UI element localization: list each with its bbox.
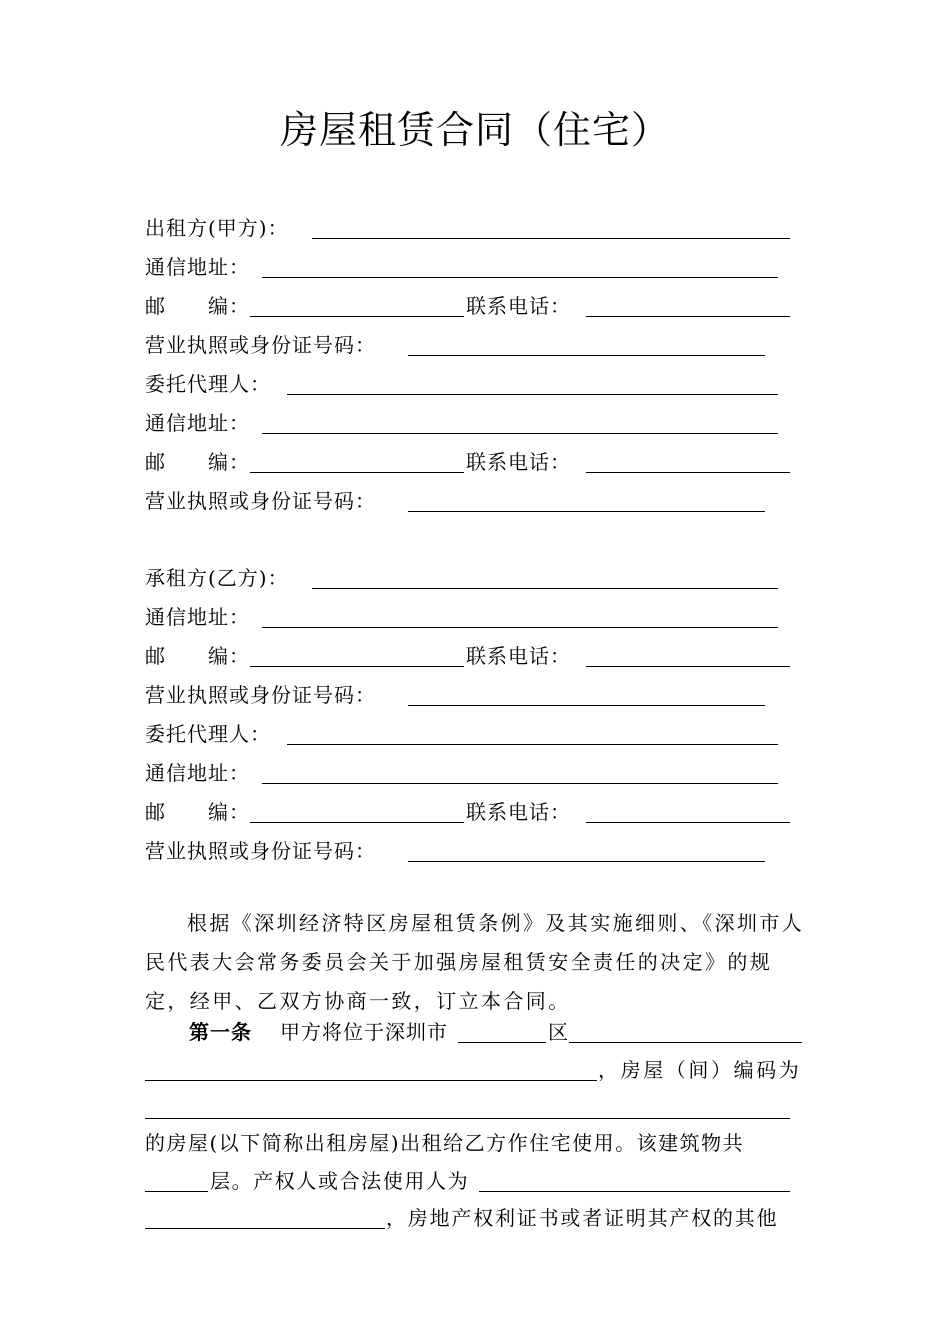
lessee-agent-id-field[interactable] [408, 861, 765, 862]
lessee-party-label: 承租方(乙方)： [145, 566, 289, 590]
lessor-agent-phone-label: 联系电话： [466, 450, 571, 474]
preamble-paragraph: 根据《深圳经济特区房屋租赁条例》及其实施细则、《深圳市人民代表大会常务委员会关于加强房屋租赁安全责任的决定》的规定，经甲、乙双方协商一致，订立本合同。 [145, 911, 805, 1013]
address-field[interactable] [145, 1080, 597, 1081]
lessee-agent-address-field[interactable] [262, 783, 778, 784]
article1-cert-text: ，房地产权利证书或者证明其产权的其他 [386, 1206, 779, 1230]
lessee-party-field[interactable] [312, 588, 778, 589]
lessee-agent-label: 委托代理人： [145, 722, 271, 746]
article1-code-text: ，房屋（间）编码为 [598, 1058, 802, 1082]
room-code-field[interactable] [145, 1118, 790, 1119]
lessor-agent-label: 委托代理人： [145, 372, 271, 396]
lessor-phone-label: 联系电话： [466, 294, 571, 318]
lessee-address-label: 通信地址： [145, 605, 250, 629]
lessee-agent-address-label: 通信地址： [145, 761, 250, 785]
lessor-agent-id-label: 营业执照或身份证号码： [145, 489, 376, 513]
article1-city-text: 甲方将位于深圳市 [280, 1020, 448, 1044]
lessee-agent-postcode-field[interactable] [250, 822, 464, 823]
lessor-agent-address-label: 通信地址： [145, 411, 250, 435]
lessor-postcode-label: 邮 编： [145, 294, 250, 318]
lessee-address-field[interactable] [262, 627, 778, 628]
lessee-agent-phone-field[interactable] [586, 822, 790, 823]
article1-heading: 第一条 [189, 1020, 252, 1044]
lessee-agent-phone-label: 联系电话： [466, 800, 571, 824]
page-title: 房屋租赁合同（住宅） [279, 108, 670, 152]
lessor-id-label: 营业执照或身份证号码： [145, 333, 376, 357]
lessee-postcode-label: 邮 编： [145, 644, 250, 668]
lessor-id-field[interactable] [408, 355, 765, 356]
owner-field-continued[interactable] [145, 1228, 385, 1229]
lessee-agent-id-label: 营业执照或身份证号码： [145, 839, 376, 863]
owner-field[interactable] [479, 1191, 790, 1192]
lessor-agent-address-field[interactable] [262, 433, 778, 434]
article1-usage-text: 的房屋(以下简称出租房屋)出租给乙方作住宅使用。该建筑物共 [145, 1131, 745, 1155]
lessor-agent-id-field[interactable] [408, 511, 765, 512]
article1-floors-text: 层。产权人或合法使用人为 [210, 1169, 470, 1193]
lessor-agent-phone-field[interactable] [586, 472, 790, 473]
lessor-party-label: 出租方(甲方)： [145, 216, 289, 240]
lessor-address-field[interactable] [262, 277, 778, 278]
lessor-postcode-field[interactable] [250, 316, 464, 317]
lessee-postcode-field[interactable] [250, 666, 464, 667]
lessor-party-field[interactable] [312, 238, 790, 239]
lessee-id-field[interactable] [408, 705, 765, 706]
floors-field[interactable] [145, 1191, 208, 1192]
article1-district-text: 区 [548, 1020, 569, 1044]
lessor-phone-field[interactable] [586, 316, 790, 317]
lessor-address-label: 通信地址： [145, 255, 250, 279]
lessee-agent-postcode-label: 邮 编： [145, 800, 250, 824]
city-field[interactable] [458, 1042, 546, 1043]
lessor-agent-postcode-field[interactable] [250, 472, 464, 473]
lessee-agent-field[interactable] [287, 744, 778, 745]
lessor-agent-field[interactable] [287, 394, 778, 395]
district-field[interactable] [569, 1042, 802, 1043]
lessee-phone-field[interactable] [586, 666, 790, 667]
lessor-agent-postcode-label: 邮 编： [145, 450, 250, 474]
lessee-id-label: 营业执照或身份证号码： [145, 683, 376, 707]
lessee-phone-label: 联系电话： [466, 644, 571, 668]
